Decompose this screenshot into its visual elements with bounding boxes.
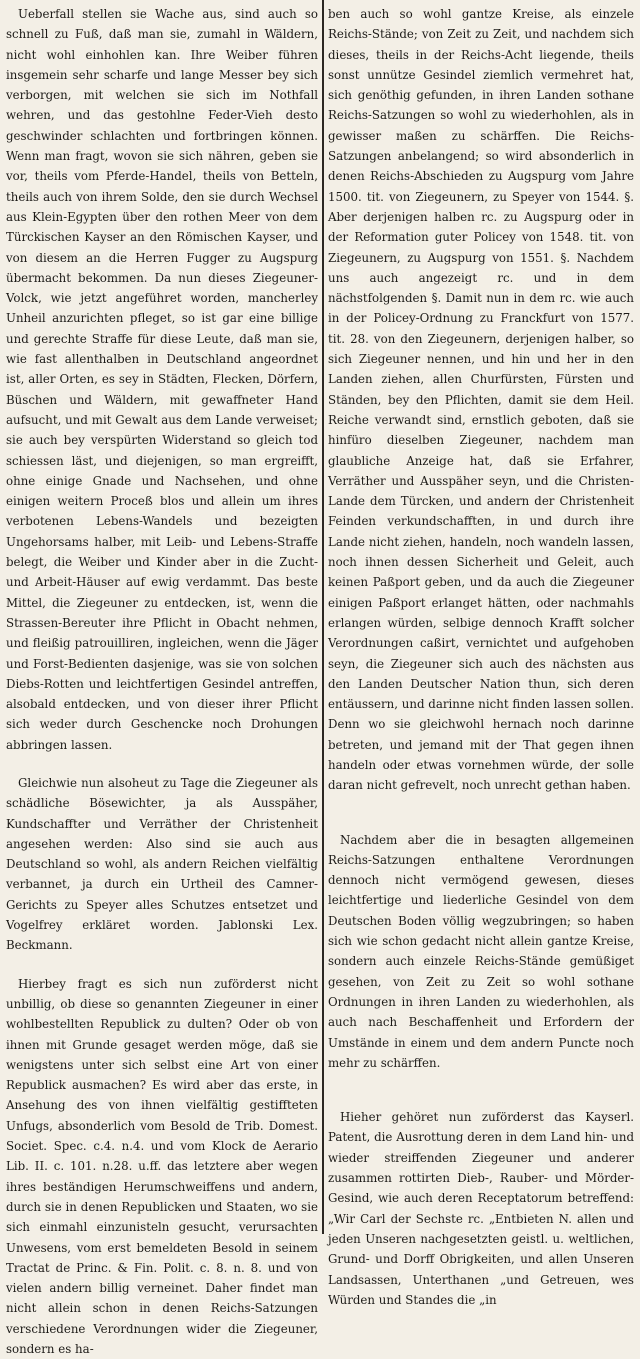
- right-paragraph-1: ben auch so wohl gantze Kreise, als einzele Reichs-Stände; von Zeit zu Zeit, und nachdem sich dieses, theils in der Reichs-Acht liegende, theils sonst unnütze Gesindel ziemlich vermehret hat, sich genöthig gefunden, in ihren Landen sothane Reichs-Satzungen so wohl zu wiederhohlen, als in gewisser maßen zu schärffen. Die Reichs-Satzungen anbelangend; so wird absonderlich in denen Reichs-Abschieden zu Augspurg vom Jahre 1500. tit. von Ziegeunern, zu Speyer von 1544. §. Aber derjenigen halben rc. zu Augspurg oder in der Reformation guter Policey von 1548. tit. von Ziegeunern, zu Augspurg von 1551. §. Nachdem uns auch angezeigt rc. und in dem nächstfolgenden §. Damit nun in dem rc. wie auch in der Policey-Ordnung zu Franckfurt von 1577. tit. 28. von den Ziegeunern, derjenigen halber, so sich Ziegeuner nennen, und hin und her in den Landen ziehen, allen Churfürsten, Fürsten und Ständen, bey den Pflichten, damit sie dem Heil. Reiche verwandt sind, ernstlich geboten, daß sie hinfüro dieselben Ziegeuner, nachdem man glaubliche Anzeige hat, daß sie Erfahrer, Verräther und Ausspäher seyn, und die Christen-Lande dem Türcken, und andern der Christenheit Feinden verkundschafften, in und durch ihre Lande nicht ziehen, handeln, noch wandeln lassen, noch ihnen dessen Sicherheit und Geleit, auch keinen Paßport geben, und da auch die Ziegeuner einigen Paßport erlanget hätten, oder nachmahls erlangen würden, selbige dennoch Krafft solcher Verordnungen caßirt, vernichtet und aufgehoben seyn, die Ziegeuner sich auch des nächsten aus den Landen Deutscher Nation thun, sich deren entäussern, und darinne nicht finden lassen sollen. Denn wo sie gleichwohl hernach noch darinne betreten, und jemand mit der That gegen ihnen handeln oder etwas vornehmen würde, der solle daran nicht gefrevelt, noch unrecht gethan haben.: [328, 7, 634, 793]
- column-divider: [322, 0, 324, 1234]
- right-paragraph-2: Nachdem aber die in besagten allgemeinen Reichs-Satzungen enthaltene Verordnungen dennoch nicht vermögend gewesen, dieses leichtfertige und liederliche Gesindel von dem Deutschen Boden völlig wegzubringen; so haben sich wie schon gedacht nicht allein gantze Kreise, sondern auch einzele Reichs-Stände gemüßiget gesehen, von Zeit zu Zeit so wohl sothane Ordnungen in ihren Landen zu wiederhohlen, als auch nach Beschaffenheit und Erfordern der Umstände in einem und dem andern Puncte noch mehr zu schärffen.: [328, 832, 634, 1070]
- right-paragraph-3: Hieher gehöret nun zuförderst das Kayserl. Patent, die Ausrottung deren in dem Land hin- und wieder streiffenden Ziegeuner und anderer zusammen rottirten Dieb-, Rauber- und Mörder-Gesind, wie auch deren Receptatorum betreffend: „Wir Carl der Sechste rc. „Entbieten N. allen und jeden Unseren nachgesetzten geistl. u. weltlichen, Grund- und Dorff Obrigkeiten, und allen Unseren Landsassen, Unterthanen „und Getreuen, wes Würden und Standes die „in: [328, 1110, 634, 1307]
- left-paragraph-3: Hierbey fragt es sich nun zuförderst nicht unbillig, ob diese so genannten Ziegeuner in einer wohlbestellten Republick zu dulten? Oder ob von ihnen mit Grunde gesaget werden möge, daß sie wenigstens unter sich selbst eine Art von einer Republick ausmachen? Es wird aber das erste, in Ansehung des von ihnen vielfältig gestiffteten Unfugs, absonderlich vom Besold de Trib. Domest. Societ. Spec. c.4. n.4. und vom Klock de Aerario Lib. II. c. 101. n.28. u.ff. das letztere aber wegen ihres beständigen Herumschweiffens und andern, durch sie in denen Republicken und Staaten, wo sie sich einmahl einzunisteln gesucht, verursachten Unwesens, vom erst bemeldeten Besold in seinem Tractat de Princ. & Fin. Polit. c. 8. n. 8. und von vielen andern billig verneinet. Daher findet man nicht allein schon in denen Reichs-Satzungen verschiedene Verordnungen wider die Ziegeuner, sondern es ha-: [6, 976, 318, 1356]
- right-column: [328, 4, 634, 1307]
- left-paragraph-2: Gleichwie nun alsoheut zu Tage die Ziegeuner als schädliche Bösewichter, ja als Ausspäher, Kundschaffter und Verräther der Christenheit angesehen werden: Also sind sie auch aus Deutschland so wohl, als andern Reichen vielfältig verbannet, ja durch ein Urtheil des Camner-Gerichts zu Speyer alles Schutzes entsetzet und Vogelfrey erkläret worden. Jablonski Lex. Beckmann.: [6, 775, 318, 953]
- left-paragraph-1: Ueberfall stellen sie Wache aus, sind auch so schnell zu Fuß, daß man sie, zumahl in Wäldern, nicht wohl einhohlen kan. Ihre Weiber führen insgemein sehr scharfe und lange Messer bey sich verborgen, mit welchen sie sich im Nothfall wehren, und das gestohlne Feder-Vieh desto geschwinder schlachten und fortbringen können. Wenn man fragt, wovon sie sich nähren, geben sie vor, theils vom Pferde-Handel, theils von Betteln, theils auch von ihrem Solde, den sie durch Wechsel aus Klein-Egypten über den rothen Meer von dem Türckischen Kayser an den Römischen Kayser, und von diesem an die Herren Fugger zu Augspurg übermacht bekommen. Da nun dieses Ziegeuner-Volck, wie jetzt angeführet worden, mancherley Unheil anzurichten pfleget, so ist gar eine billige und gerechte Straffe für diese Leute, daß man sie, wie fast allenthalben in Deutschland angeordnet ist, aller Orten, es sey in Städten, Flecken, Dörfern, Büschen und Wäldern, mit gewaffneter Hand aufsucht, und mit Gewalt aus dem Lande verweiset; sie auch bey verspürten Widerstand so gleich tod schiessen läst, und diejenigen, so man ergreifft, ohne einige Gnade und Nachsehen, und ohne einigen weitern Proceß blos und allein um ihres verbotenen Lebens-Wandels und bezeigten Ungehorsams halber, mit Leib- und Lebens-Straffe belegt, die Weiber und Kinder aber in die Zucht- und Arbeit-Häuser auf ewig verdammt. Das beste Mittel, die Ziegeuner zu entdecken, ist, wenn die Strassen-Bereuter ihre Pflicht in Obacht nehmen, und fleißig patrouilliren, ingleichen, wenn die Jäger und Forst-Bedienten dasjenige, was sie von solchen Diebs-Rotten und leichtfertigen Gesindel antreffen, alsobald entdecken, und von dieser ihrer Pflicht sich weder durch Geschencke noch Drohungen abbringen lassen.: [6, 7, 318, 752]
- left-column: [6, 4, 318, 1356]
